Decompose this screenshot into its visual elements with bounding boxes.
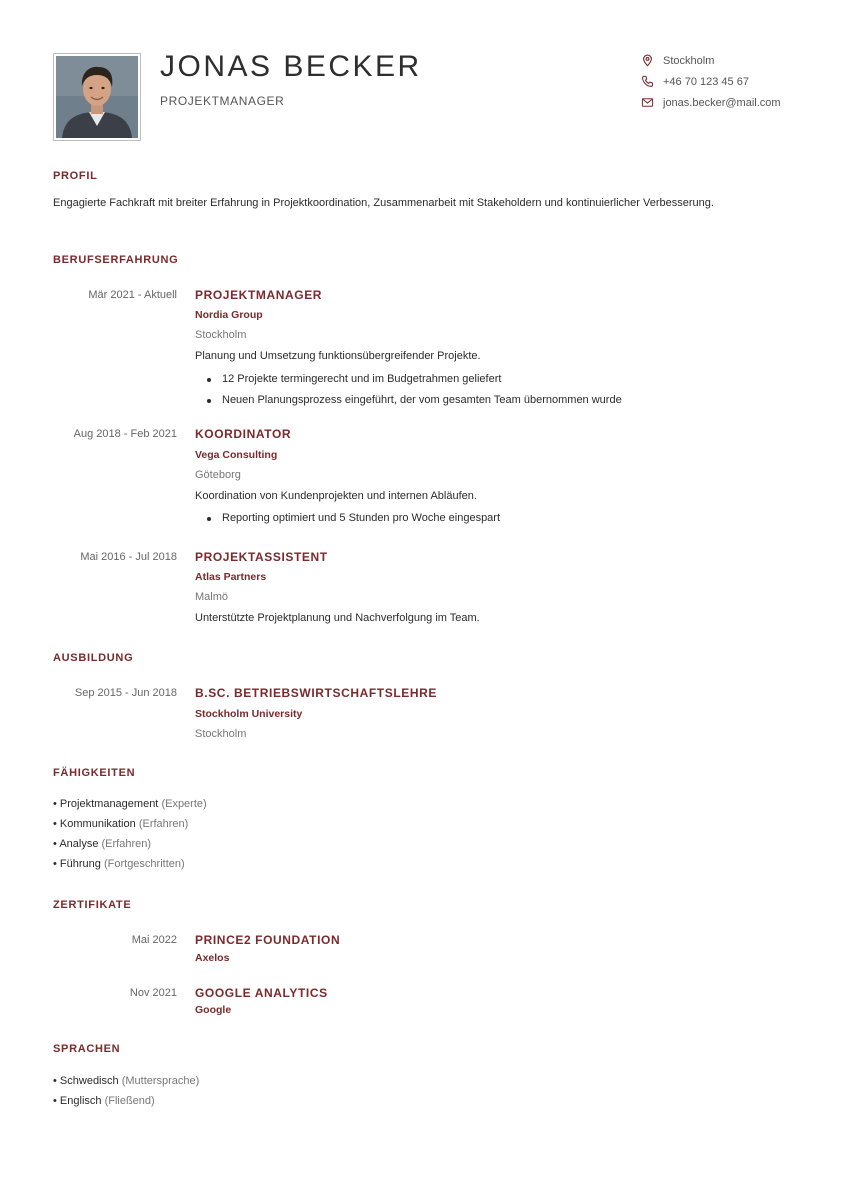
language-item: • Englisch (Fließend)	[53, 1095, 155, 1107]
education-location: Stockholm	[195, 728, 247, 740]
job-description: Planung und Umsetzung funktionsübergreifender Projekte.	[195, 350, 481, 362]
skill-item: • Analyse (Erfahren)	[53, 838, 152, 850]
job-achievement: 12 Projekte termingerecht und im Budgetrahmen geliefert	[207, 373, 501, 385]
profile-summary: Engagierte Fachkraft mit breiter Erfahrung in Projektkoordination, Zusammenarbeit mit Stakeholdern und kontinuierlicher Verbesserung.	[53, 197, 714, 209]
contact-location-text: Stockholm	[663, 54, 715, 67]
job-title: PROJEKTASSISTENT	[195, 550, 328, 564]
language-item: • Schwedisch (Muttersprache)	[53, 1075, 200, 1087]
skill-name: Projektmanagement	[59, 798, 159, 810]
contact-location	[641, 54, 714, 67]
profile-photo-image	[56, 56, 138, 138]
education-school: Stockholm University	[195, 708, 303, 720]
education-degree: B.SC. BETRIEBSWIRTSCHAFTSLEHRE	[195, 686, 438, 700]
skill-level: (Erfahren)	[138, 818, 189, 830]
contact-phone-text: +46 70 123 45 67	[663, 75, 749, 88]
job-location: Stockholm	[195, 329, 247, 341]
education-date: Sep 2015 - Jun 2018	[74, 687, 177, 699]
certificate-issuer: Axelos	[195, 952, 230, 964]
skill-name: Kommunikation	[59, 818, 136, 830]
job-company: Vega Consulting	[195, 449, 278, 461]
contact-phone	[641, 75, 749, 88]
certificate-date: Nov 2021	[129, 987, 177, 999]
certificate-date: Mai 2022	[131, 934, 177, 946]
candidate-role: PROJEKTMANAGER	[160, 94, 285, 108]
job-date: Aug 2018 - Feb 2021	[73, 428, 177, 440]
section-title-skills: FÄHIGKEITEN	[53, 767, 136, 779]
language-level: (Muttersprache)	[121, 1075, 200, 1087]
certificate-name: PRINCE2 FOUNDATION	[195, 933, 341, 947]
location-pin-icon	[641, 54, 654, 67]
job-achievement: Reporting optimiert und 5 Stunden pro Woche eingespart	[207, 512, 500, 524]
job-company: Nordia Group	[195, 309, 263, 321]
phone-icon	[641, 75, 654, 88]
job-date: Mär 2021 - Aktuell	[88, 289, 177, 301]
skill-name: Führung	[59, 858, 101, 870]
language-level: (Fließend)	[104, 1095, 155, 1107]
job-title: PROJEKTMANAGER	[195, 288, 323, 302]
skill-item: • Führung (Fortgeschritten)	[53, 858, 185, 870]
skill-name: Analyse	[59, 838, 99, 850]
job-location: Göteborg	[195, 469, 241, 481]
job-location: Malmö	[195, 591, 229, 603]
job-company: Atlas Partners	[195, 571, 267, 583]
section-title-languages: SPRACHEN	[53, 1043, 121, 1055]
section-title-profil: PROFIL	[53, 170, 98, 182]
section-title-education: AUSBILDUNG	[53, 652, 134, 664]
mail-icon	[641, 96, 654, 109]
language-name: Englisch	[59, 1095, 102, 1107]
section-title-certificates: ZERTIFIKATE	[53, 899, 132, 911]
certificate-name: GOOGLE ANALYTICS	[195, 986, 328, 1000]
certificate-issuer: Google	[195, 1004, 232, 1016]
skill-item: • Kommunikation (Erfahren)	[53, 818, 189, 830]
job-description: Koordination von Kundenprojekten und internen Abläufen.	[195, 490, 477, 502]
contact-email[interactable]	[641, 96, 781, 109]
skill-level: (Erfahren)	[101, 838, 152, 850]
skill-level: (Fortgeschritten)	[103, 858, 185, 870]
candidate-name: JONAS BECKER	[160, 50, 422, 83]
language-name: Schwedisch	[59, 1075, 119, 1087]
profile-photo	[53, 53, 141, 141]
skill-level: (Experte)	[161, 798, 207, 810]
contact-email-text[interactable]: jonas.becker@mail.com	[663, 96, 781, 109]
job-date: Mai 2016 - Jul 2018	[80, 551, 177, 563]
job-title: KOORDINATOR	[195, 427, 292, 441]
section-title-experience: BERUFSERFAHRUNG	[53, 254, 179, 266]
job-description: Unterstützte Projektplanung und Nachverfolgung im Team.	[195, 612, 480, 624]
skill-item: • Projektmanagement (Experte)	[53, 798, 207, 810]
job-achievement: Neuen Planungsprozess eingeführt, der vom gesamten Team übernommen wurde	[207, 394, 622, 406]
